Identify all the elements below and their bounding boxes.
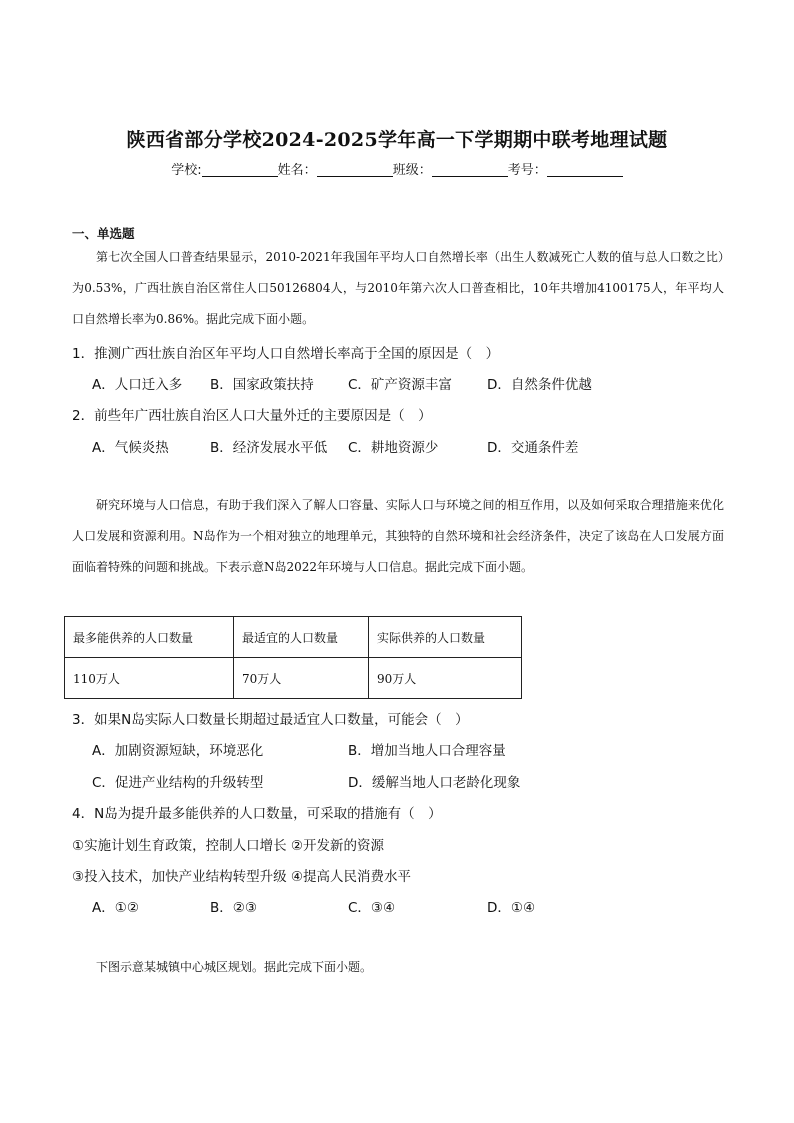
section-heading: 一、单选题: [72, 226, 135, 241]
q4-option-a: A．①②: [92, 900, 139, 916]
table-row: [65, 658, 522, 699]
table-header-cell: 实际供养的人口数量: [369, 617, 522, 658]
q4-option-d: D．①④: [487, 900, 536, 916]
table-cell: 90万人: [369, 658, 522, 699]
q2-option-a: A．气候炎热: [92, 440, 169, 456]
table-header-cell: 最多能供养的人口数量: [65, 617, 234, 658]
q3-option-b: B．增加当地人口合理容量: [348, 743, 506, 759]
q4-statement-line-2: [72, 865, 411, 885]
q1-option-a: A．人口迁入多: [92, 377, 183, 393]
table-cell: 110万人: [65, 658, 234, 699]
q4-statement-2: ②开发新的资源: [290, 838, 385, 854]
question-4-stem: 4．N岛为提升最多能供养的人口数量，可采取的措施有（ ）: [72, 806, 442, 822]
q3-option-a: A．加剧资源短缺，环境恶化: [92, 743, 264, 759]
q2-option-d: D．交通条件差: [487, 440, 579, 456]
name-label: 姓名：: [277, 163, 317, 178]
q4-statement-line-1: [72, 834, 384, 854]
question-3-stem: 3．如果N岛实际人口数量长期超过最适宜人口数量，可能会（ ）: [72, 712, 469, 728]
q4-statement-4: ④提高人民消费水平: [290, 869, 412, 885]
page-title: 陕西省部分学校2024-2025学年高一下学期期中联考地理试题: [126, 129, 668, 151]
q3-option-d: D．缓解当地人口老龄化现象: [348, 775, 521, 791]
table-header-row: [65, 617, 522, 658]
q4-statement-3: ③投入技术，加快产业结构转型升级: [72, 869, 287, 885]
class-blank: [432, 162, 508, 177]
question-2-stem: 2．前些年广西壮族自治区人口大量外迁的主要原因是（ ）: [72, 408, 432, 424]
q1-option-c: C．矿产资源丰富: [348, 377, 452, 393]
question-1-stem: 1．推测广西壮族自治区年平均人口自然增长率高于全国的原因是（ ）: [72, 346, 500, 362]
table-cell: 70万人: [234, 658, 369, 699]
student-info-line: [0, 159, 794, 178]
passage-3: 下图示意某城镇中心城区规划。据此完成下面小题。: [96, 960, 373, 974]
q1-option-b: B．国家政策扶持: [210, 377, 314, 393]
id-blank: [547, 162, 623, 177]
q2-option-c: C．耕地资源少: [348, 440, 439, 456]
passage-1: 第七次全国人口普查结果显示，2010-2021年我国年平均人口自然增长率（出生人数减死亡人数的值与总人口数之比）为0.53%，广西壮族自治区常住人口50126804人，与2010年第六次人口普查相比，10年共增加4100175人，年平均人口自然增长率为0.86%。据此完成下面小题。: [72, 250, 724, 326]
school-label: 学校:: [171, 163, 202, 178]
q1-option-d: D．自然条件优越: [487, 377, 592, 393]
class-label: 班级：: [392, 163, 432, 178]
q4-option-c: C．③④: [348, 900, 396, 916]
q4-statement-1: ①实施计划生育政策，控制人口增长: [72, 838, 287, 854]
q2-option-b: B．经济发展水平低: [210, 440, 328, 456]
table-header-cell: 最适宜的人口数量: [234, 617, 369, 658]
school-blank: [202, 162, 278, 177]
q3-option-c: C．促进产业结构的升级转型: [92, 775, 264, 791]
population-table: [64, 616, 522, 699]
name-blank: [317, 162, 393, 177]
passage-2: 研究环境与人口信息，有助于我们深入了解人口容量、实际人口与环境之间的相互作用，以及如何采取合理措施来优化人口发展和资源利用。N岛作为一个相对独立的地理单元，其独特的自然环境和社会经济条件，决定了该岛在人口发展方面面临着特殊的问题和挑战。下表示意N岛2022年环境与人口信息。据此完成下面小题。: [72, 498, 724, 574]
q4-option-b: B．②③: [210, 900, 257, 916]
id-label: 考号：: [507, 163, 547, 178]
